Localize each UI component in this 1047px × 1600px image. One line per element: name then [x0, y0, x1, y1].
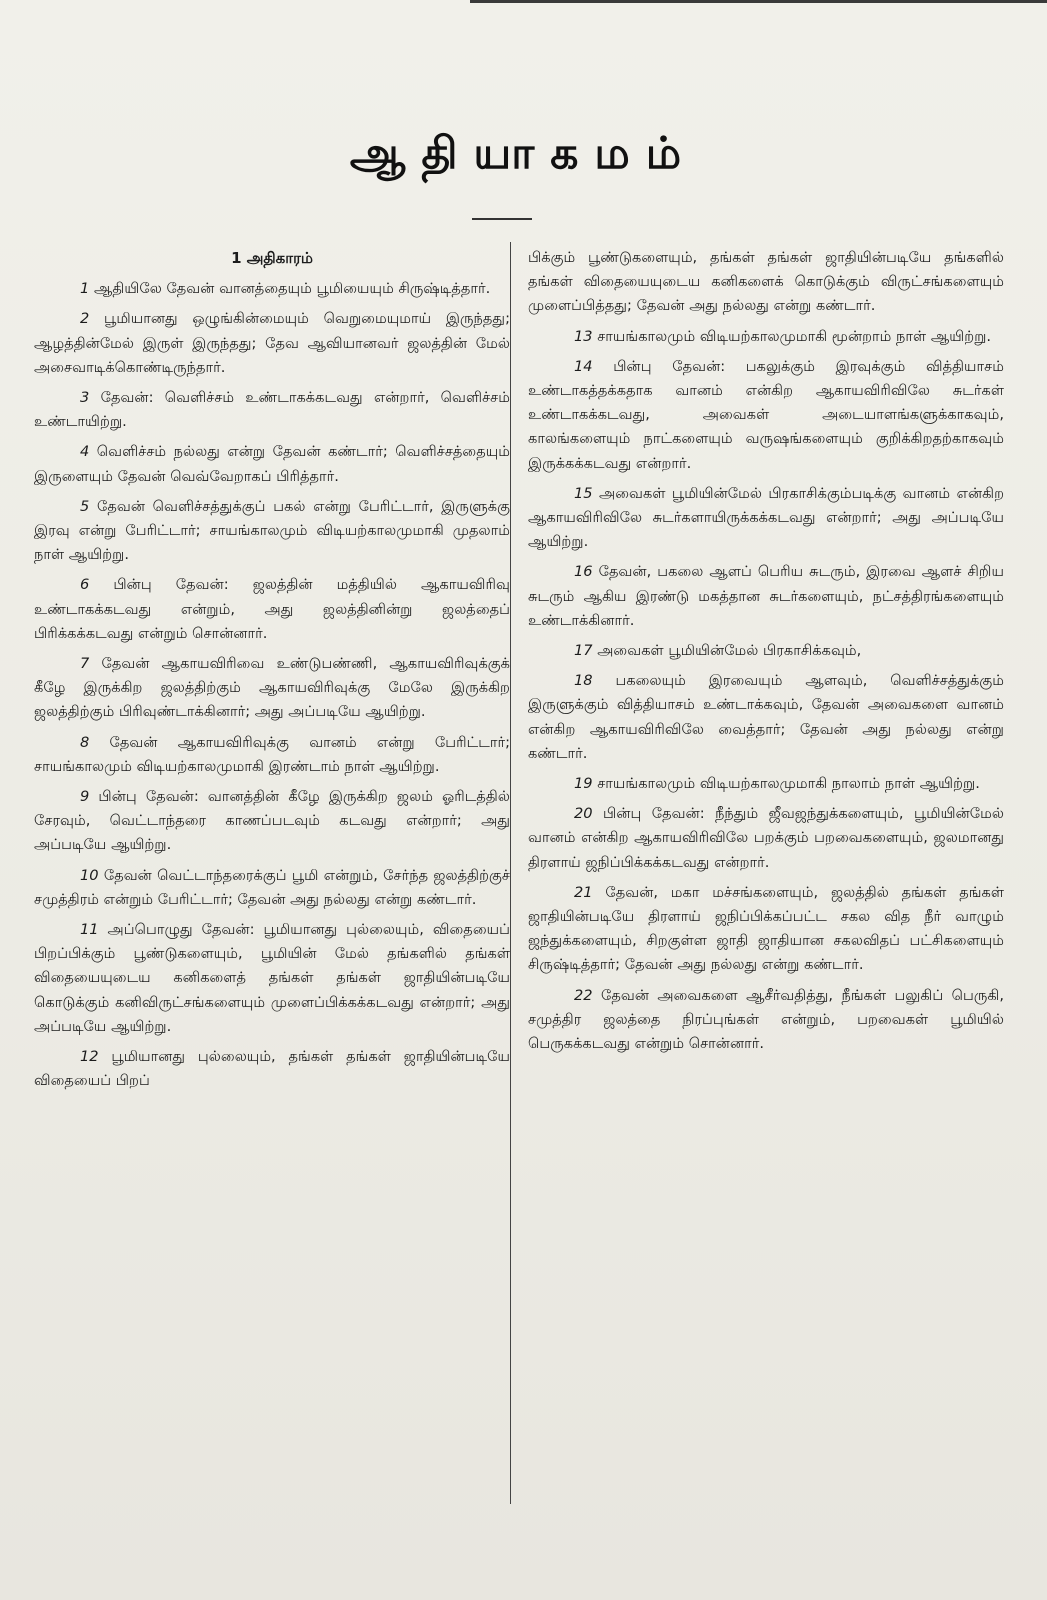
verse [34, 573, 510, 646]
verse-text: தேவன் ஆகாயவிரிவை உண்டுபண்ணி, ஆகாயவிரிவுக்குக் கீழே இருக்கிற ஜலத்திற்கும் ஆகாயவிரிவுக்கு மேலே இருக்கிற ஜலத்திற்கும் பிரிவுண்டாக்கினார்; அது அப்படியே ஆயிற்று. [34, 655, 510, 721]
verse [528, 482, 1004, 555]
verse-number: 17 [574, 642, 593, 660]
verse-number: 2 [80, 310, 90, 328]
verse-number: 22 [574, 986, 593, 1004]
verse-number: 9 [80, 788, 90, 806]
verse-text: பின்பு தேவன்: நீந்தும் ஜீவஜந்துக்களையும், பூமியின்மேல் வானம் என்கிற ஆகாயவிரிவிலே பறக்கும் பறவைகளையும், ஜலமானது திரளாய் ஜநிப்பிக்கக்கடவது என்றார். [528, 805, 1005, 871]
column-divider [510, 242, 511, 1504]
verse-text: தேவன் ஆகாயவிரிவுக்கு வானம் என்று பேரிட்டார்; சாயங்காலமும் விடியற்காலமுமாகி இரண்டாம் நாள் ஆயிற்று. [34, 733, 511, 775]
title-divider [472, 218, 532, 220]
verse-number: 15 [574, 484, 593, 502]
verse-text: பின்பு தேவன்: வானத்தின் கீழே இருக்கிற ஜலம் ஓரிடத்தில் சேரவும், வெட்டாந்தரை காணப்படவும் கடவது என்றார்; அது அப்படியே ஆயிற்று. [34, 788, 510, 854]
verse-text: தேவன் வெட்டாந்தரைக்குப் பூமி என்றும், சேர்ந்த ஜலத்திற்குச் சமுத்திரம் என்றும் பேரிட்டார்; தேவன் அது நல்லது என்று கண்டார். [34, 866, 510, 908]
chapter-heading: 1 அதிகாரம் [231, 249, 313, 267]
verse-continuation: பிக்கும் பூண்டுகளையும், தங்கள் தங்கள் ஜாதியின்படியே தங்களில் தங்கள் விதையையுடைய கனிகளைக் கொடுக்கும் விருட்சங்களையும் முளைப்பித்தது; தேவன் அது நல்லது என்று கண்டார். [528, 249, 1004, 315]
verse-number: 5 [80, 497, 90, 515]
verse [34, 1045, 510, 1093]
verse [34, 918, 510, 1039]
verse [34, 386, 510, 434]
verse [34, 277, 510, 301]
verse [34, 864, 510, 912]
top-rule [470, 0, 1047, 3]
verse-text: சாயங்காலமும் விடியற்காலமுமாகி மூன்றாம் நாள் ஆயிற்று. [597, 327, 992, 345]
verse-text: தேவன் அவைகளை ஆசீர்வதித்து, நீங்கள் பலுகிப் பெருகி, சமுத்திர ஜலத்தை நிரப்புங்கள் என்றும், பறவைகள் பூமியில் பெருகக்கடவது என்றும் சொன்னார். [528, 986, 1005, 1053]
verse [34, 440, 510, 488]
verse-text: ஆதியிலே தேவன் வானத்தையும் பூமியையும் சிருஷ்டித்தார். [93, 280, 491, 298]
verse [528, 560, 1004, 633]
verse [34, 731, 510, 779]
verse [34, 495, 510, 568]
verse-text: தேவன்: வெளிச்சம் உண்டாகக்கடவது என்றார், வெளிச்சம் உண்டாயிற்று. [34, 389, 511, 431]
verse-text: வெளிச்சம் நல்லது என்று தேவன் கண்டார்; வெளிச்சத்தையும் இருளையும் தேவன் வெவ்வேறாகப் பிரித்தார். [34, 443, 510, 485]
verse [528, 325, 1004, 349]
verse-number: 4 [80, 443, 90, 461]
verse-number: 13 [574, 327, 593, 345]
verse-number: 6 [80, 576, 90, 594]
verse-text: அவைகள் பூமியின்மேல் பிரகாசிக்கும்படிக்கு வானம் என்கிற ஆகாயவிரிவிலே சுடர்களாயிருக்கக்கடவது என்றார்; அது அப்படியே ஆயிற்று. [528, 484, 1004, 551]
verse [528, 355, 1004, 476]
verse [528, 639, 1004, 663]
verse [34, 652, 510, 725]
verse-number: 20 [574, 805, 593, 823]
verse-number: 8 [80, 733, 90, 751]
verse-number: 19 [574, 775, 593, 793]
verse [528, 772, 1004, 796]
verse-text: தேவன் வெளிச்சத்துக்குப் பகல் என்று பேரிட்டார், இருளுக்கு இரவு என்று பேரிட்டார்; சாயங்காலமும் விடியற்காலமுமாகி முதலாம் நாள் ஆயிற்று. [34, 497, 510, 564]
verse [528, 802, 1004, 875]
verse-number: 16 [574, 563, 593, 581]
verse-number: 12 [80, 1048, 99, 1066]
verse-text: அவைகள் பூமியின்மேல் பிரகாசிக்கவும், [597, 642, 862, 660]
verse-text: பகலையும் இரவையும் ஆளவும், வெளிச்சத்துக்கும் இருளுக்கும் வித்தியாசம் உண்டாக்கவும், தேவன் அவைகளை வானம் என்கிற ஆகாயவிரிவிலே வைத்தார்; தேவன் அது நல்லது என்று கண்டார். [528, 672, 1004, 762]
verse [528, 984, 1004, 1057]
verse-number: 18 [574, 672, 593, 690]
verse-text: பின்பு தேவன்: ஜலத்தின் மத்தியில் ஆகாயவிரிவு உண்டாகக்கடவது என்றும், அது ஜலத்தினின்று ஜலத்தைப் பிரிக்கக்கடவது என்றும் சொன்னார். [34, 576, 511, 642]
verse-text: பின்பு தேவன்: பகலுக்கும் இரவுக்கும் வித்தியாசம் உண்டாகத்தக்கதாக வானம் என்கிற ஆகாயவிரிவிலே சுடர்கள் உண்டாகக்கடவது, அவைகள் அடையாளங்களுக்காகவும், காலங்களையும் நாட்களையும் வருஷங்களையும் குறிக்கிறதற்காகவும் இருக்கக்கடவது என்றார். [528, 357, 1005, 472]
verse-text: தேவன், பகலை ஆளப் பெரிய சுடரும், இரவை ஆளச் சிறிய சுடரும் ஆகிய இரண்டு மகத்தான சுடர்களையும், நட்சத்திரங்களையும் உண்டாக்கினார். [528, 563, 1004, 629]
verse-text: பூமியானது ஒழுங்கின்மையும் வெறுமையுமாய் இருந்தது; ஆழத்தின்மேல் இருள் இருந்தது; தேவ ஆவியானவர் ஜலத்தின் மேல் அசைவாடிக்கொண்டிருந்தார். [34, 310, 511, 376]
verse-text: அப்பொழுது தேவன்: பூமியானது புல்லையும், விதையைப் பிறப்பிக்கும் பூண்டுகளையும், பூமியின் மேல் தங்களில் தங்கள் விதையையுடைய கனிகளைத் தங்கள் தங்கள் ஜாதியின்படியே கொடுக்கும் கனிவிருட்சங்களையும் முளைப்பிக்கக்கடவது என்றார்; அது அப்படியே ஆயிற்று. [34, 921, 510, 1035]
right-column [528, 246, 1004, 1062]
page-title: ஆதியாகமம் [349, 128, 698, 179]
verse-text: பூமியானது புல்லையும், தங்கள் தங்கள் ஜாதியின்படியே விதையைப் பிறப் [34, 1048, 511, 1090]
verse [34, 307, 510, 380]
verse-number: 21 [574, 883, 593, 901]
verse [528, 881, 1004, 978]
verse-number: 7 [80, 655, 90, 673]
verse [528, 669, 1004, 766]
left-column [34, 246, 510, 1100]
verse [34, 785, 510, 858]
verse-number: 11 [80, 921, 99, 939]
verse-number: 1 [80, 280, 90, 298]
verse-text: தேவன், மகா மச்சங்களையும், ஜலத்தில் தங்கள் தங்கள் ஜாதியின்படியே திரளாய் ஜநிப்பிக்கப்பட்ட சகல வித நீர் வாழும் ஜந்துக்களையும், சிறகுள்ள ஜாதி ஜாதியான சகலவிதப் பட்சிகளையும் சிருஷ்டித்தார்; தேவன் அது நல்லது என்று கண்டார். [528, 883, 1004, 974]
verse-number: 14 [574, 357, 593, 375]
verse-number: 10 [80, 866, 99, 884]
verse-number: 3 [80, 389, 90, 407]
verse-text: சாயங்காலமும் விடியற்காலமுமாகி நாலாம் நாள் ஆயிற்று. [597, 775, 980, 793]
